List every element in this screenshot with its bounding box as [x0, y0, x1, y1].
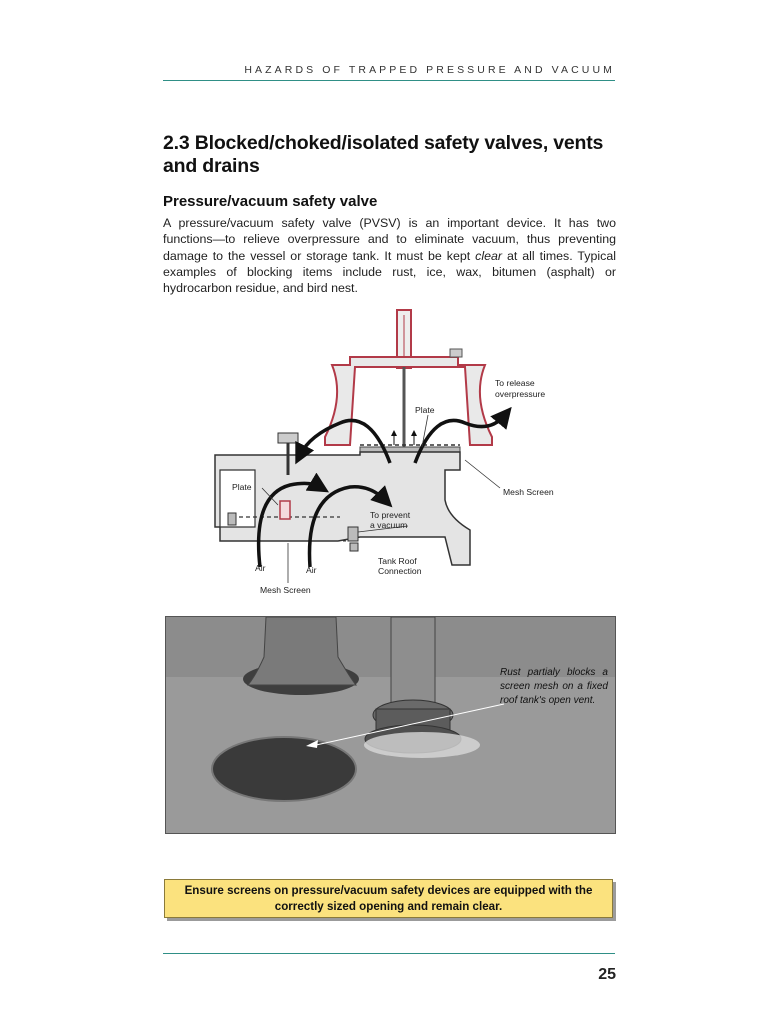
label-mesh-right: Mesh Screen	[503, 487, 554, 497]
label-release-1: To release	[495, 378, 535, 388]
subsection-title: Pressure/vacuum safety valve	[163, 193, 378, 210]
label-plate-left: Plate	[232, 482, 252, 492]
label-mesh-bottom: Mesh Screen	[260, 585, 311, 595]
page-number: 25	[598, 966, 616, 983]
label-release-2: overpressure	[495, 389, 546, 399]
photo-caption: Rust partialy blocks a screen mesh on a fixed roof tank's open vent.	[500, 667, 608, 706]
header-rule	[163, 80, 615, 81]
paragraph-text-2: at all times. Typical examples of blocking items include rust, ice, wax, bitumen (asphalt) or hydrocarbon residue, and bird nest.	[163, 248, 616, 296]
label-plate-top: Plate	[415, 405, 435, 415]
valve-body	[215, 310, 492, 565]
paragraph-emphasis: clear	[475, 248, 503, 263]
label-prevent-1: To prevent	[370, 510, 411, 520]
running-head: HAZARDS OF TRAPPED PRESSURE AND VACUUM	[244, 64, 615, 76]
label-roof-1: Tank Roof	[378, 556, 417, 566]
label-roof-2: Connection	[378, 566, 422, 576]
paragraph-text-1: A pressure/vacuum safety valve (PVSV) is an important device. It has two functions—to relieve overpressure and to eliminate vacuum, thus preventing damage to the vessel or storage tank. It must be kept	[163, 216, 616, 263]
label-air-left: Air	[255, 563, 266, 573]
label-prevent-2: a vacuum	[370, 520, 408, 530]
body-paragraph	[163, 215, 616, 296]
section-title: 2.3 Blocked/choked/isolated safety valves, vents and drains	[163, 132, 604, 177]
vent-photo-drawing	[166, 617, 616, 834]
pvsv-diagram	[160, 305, 600, 600]
footer-rule	[163, 953, 615, 954]
safety-callout: Ensure screens on pressure/vacuum safety devices are equipped with the correctly sized opening and remain clear.	[164, 879, 613, 918]
vent-photo	[165, 616, 616, 834]
label-air-right: Air	[306, 565, 317, 575]
